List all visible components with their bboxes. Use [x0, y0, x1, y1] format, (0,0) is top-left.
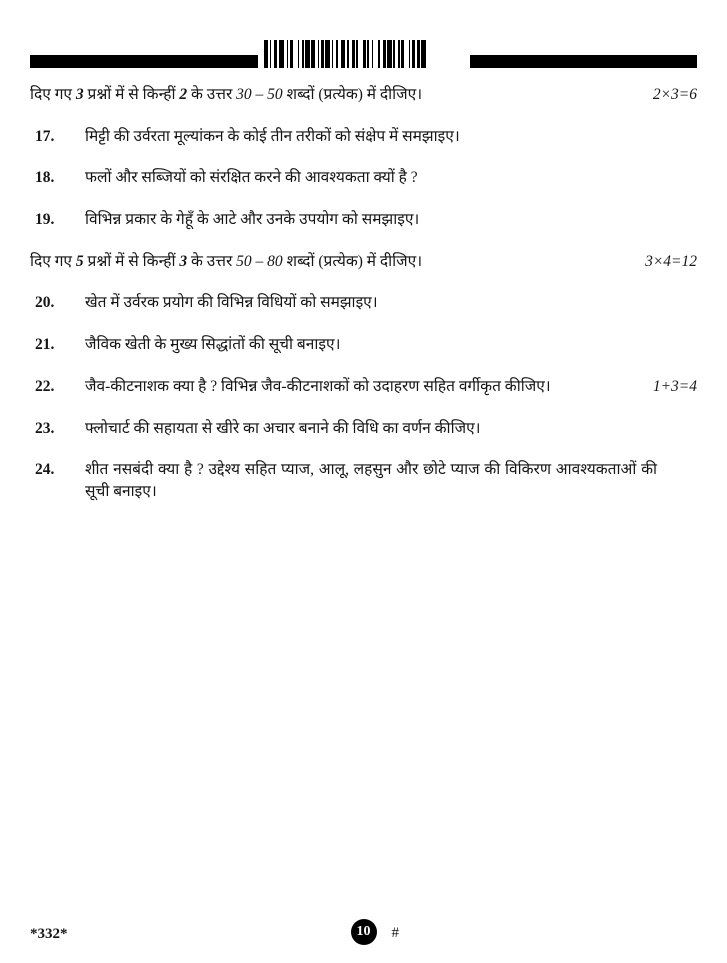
- question-24: [30, 459, 697, 502]
- instr2-mid2: के उत्तर: [190, 252, 233, 270]
- question-text: फ्लोचार्ट की सहायता से खीरे का अचार बनाने की विधि का वर्णन कीजिए।: [85, 419, 481, 437]
- instr1-word-range: 30 – 50: [236, 86, 283, 103]
- barcode-image: [264, 40, 464, 68]
- instr1-total-count: 3: [75, 86, 84, 103]
- paper-code: *332*: [30, 926, 68, 942]
- question-number: 24.: [35, 461, 55, 479]
- question-number: 18.: [35, 169, 55, 187]
- right-black-bar: [470, 55, 698, 68]
- instr1-post: शब्दों (प्रत्येक) में दीजिए।: [286, 86, 423, 103]
- instr1-pre: दिए गए: [30, 86, 72, 103]
- section1-instruction-row: [30, 84, 697, 106]
- question-19: [30, 209, 697, 231]
- question-number: 19.: [35, 211, 55, 229]
- question-number: 22.: [35, 377, 55, 395]
- instr1-choose-count: 2: [179, 86, 188, 103]
- question-number: 20.: [35, 294, 55, 312]
- question-18: [30, 167, 697, 189]
- instr2-total-count: 5: [75, 252, 84, 270]
- question-number: 23.: [35, 419, 55, 437]
- instr2-pre: दिए गए: [30, 252, 72, 270]
- question-21: [30, 334, 697, 356]
- question-text: विभिन्न प्रकार के गेहूँ के आटे और उनके उपयोग को समझाइए।: [85, 211, 420, 229]
- question-text: जैव-कीटनाशक क्या है ? विभिन्न जैव-कीटनाशकों को उदाहरण सहित वर्गीकृत कीजिए।: [85, 377, 551, 395]
- section2-instruction-text: [30, 251, 633, 273]
- left-black-bar: [30, 55, 258, 68]
- instr2-choose-count: 3: [179, 252, 188, 270]
- question-marks: 1+3=4: [652, 377, 697, 395]
- question-text: फलों और सब्जियों को संरक्षित करने की आवश्यकता क्यों है ?: [85, 169, 418, 187]
- hash-mark: #: [391, 925, 399, 941]
- section2-marks: 3×4=12: [645, 252, 697, 270]
- instr2-mid1: प्रश्नों में से किन्हीं: [87, 252, 176, 270]
- question-text: मिट्टी की उर्वरता मूल्यांकन के कोई तीन तरीकों को संक्षेप में समझाइए।: [85, 127, 460, 145]
- instr1-mid1: प्रश्नों में से किन्हीं: [87, 86, 176, 103]
- question-17: [30, 126, 697, 148]
- question-20: [30, 292, 697, 314]
- question-text: खेत में उर्वरक प्रयोग की विभिन्न विधियों को समझाइए।: [85, 294, 378, 312]
- question-text: शीत नसबंदी क्या है ? उद्देश्य सहित प्याज, आलू, लहसुन और छोटे प्याज की विकिरण आवश्यकताओं की सूची बनाइए।: [85, 461, 657, 500]
- page-number-badge: 10: [351, 919, 377, 945]
- section2-instruction-row: [30, 251, 697, 273]
- header: [30, 40, 697, 68]
- question-23: [30, 418, 697, 440]
- section1-instruction-text: [30, 84, 641, 106]
- instr2-post: शब्दों (प्रत्येक) में दीजिए।: [286, 252, 423, 270]
- instr2-word-range: 50 – 80: [236, 252, 283, 270]
- footer: [30, 917, 697, 945]
- question-22: [30, 376, 697, 398]
- question-number: 21.: [35, 336, 55, 354]
- section1-marks: 2×3=6: [652, 86, 697, 103]
- instr1-mid2: के उत्तर: [190, 86, 233, 103]
- question-number: 17.: [35, 127, 55, 145]
- question-text: जैविक खेती के मुख्य सिद्धांतों की सूची बनाइए।: [85, 336, 341, 354]
